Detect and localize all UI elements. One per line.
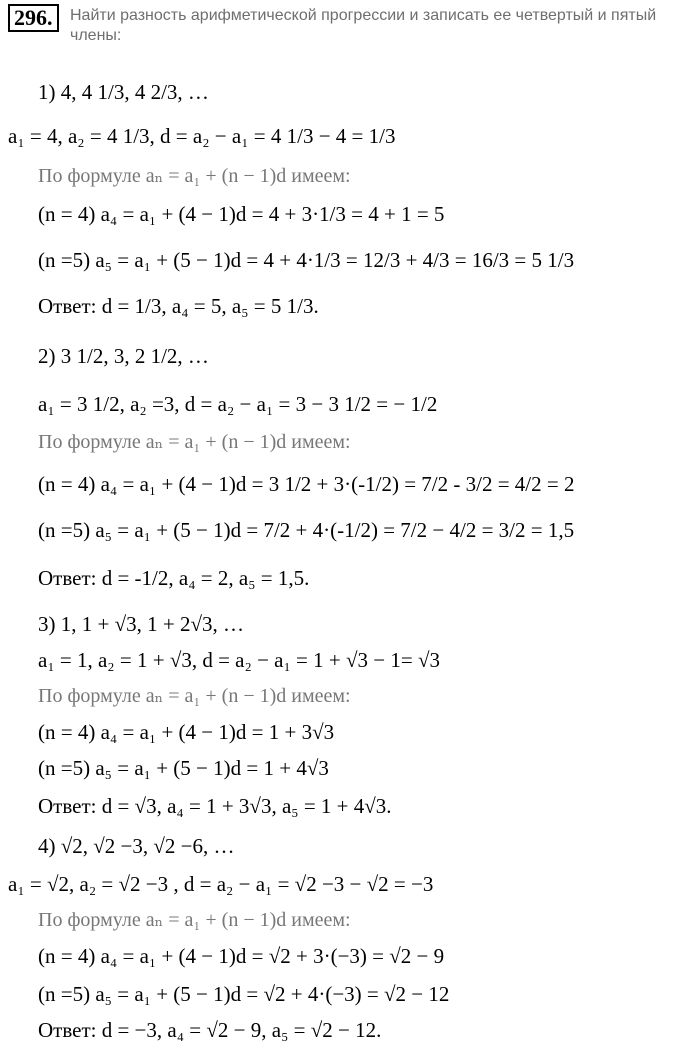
section-label: 3) [38,612,56,636]
sequence-text: 3 1/2, 3, 2 1/2, … [60,344,209,368]
fifth-term-line: (n =5) a₅ = a₁ + (5 − 1)d = √2 + 4·(−3) = √2 − 12 [38,982,450,1006]
difference-line: a₁ = √2, a₂ = √2 −3 , d = a₂ − a₁ = √2 −3 − √2 = −3 [8,872,434,896]
answer-line [38,566,309,590]
fifth-term-line: (n =5) a₅ = a₁ + (5 − 1)d = 7/2 + 4·(-1/2) = 7/2 − 4/2 = 3/2 = 1,5 [38,518,575,542]
answer-word: Ответ: [38,794,97,818]
difference-line: a₁ = 1, a₂ = 1 + √3, d = a₂ − a₁ = 1 + √3 − 1= √3 [38,648,440,672]
answer-line [38,794,392,818]
task-statement: Найти разность арифметической прогрессии и записать ее четвертый и пятый члены: [70,7,657,44]
formula-line: По формуле aₙ = a₁ + (n − 1)d имеем: [38,431,351,453]
fourth-term-line: (n = 4) a₄ = a₁ + (4 − 1)d = 1 + 3√3 [38,720,335,744]
answer-word: Ответ: [38,566,97,590]
formula-line: По формуле aₙ = a₁ + (n − 1)d имеем: [38,165,351,187]
sequence-text: 1, 1 + √3, 1 + 2√3, … [60,612,244,636]
fourth-term-line: (n = 4) a₄ = a₁ + (4 − 1)d = 4 + 3·1/3 = 4 + 1 = 5 [38,202,445,226]
formula-line: По формуле aₙ = a₁ + (n − 1)d имеем: [38,909,351,931]
section-sequence [38,834,235,858]
fifth-term-line: (n =5) a₅ = a₁ + (5 − 1)d = 1 + 4√3 [38,756,329,780]
answer-text: d = −3, a₄ = √2 − 9, a₅ = √2 − 12. [101,1018,382,1042]
fifth-term-line: (n =5) a₅ = a₁ + (5 − 1)d = 4 + 4·1/3 = 12/3 + 4/3 = 16/3 = 5 1/3 [38,248,575,272]
section-sequence [38,80,209,104]
section-sequence [38,344,209,368]
fourth-term-line: (n = 4) a₄ = a₁ + (4 − 1)d = √2 + 3·(−3) = √2 − 9 [38,944,445,968]
section-sequence [38,612,244,636]
fourth-term-line: (n = 4) a₄ = a₁ + (4 − 1)d = 3 1/2 + 3·(-1/2) = 7/2 - 3/2 = 4/2 = 2 [38,472,575,496]
task-number: 296. [8,4,59,32]
answer-text: d = √3, a₄ = 1 + 3√3, a₅ = 1 + 4√3. [101,794,392,818]
sequence-text: √2, √2 −3, √2 −6, … [60,834,235,858]
difference-line: a₁ = 4, a₂ = 4 1/3, d = a₂ − a₁ = 4 1/3 − 4 = 1/3 [8,124,396,148]
answer-line [38,294,319,318]
sequence-text: 4, 4 1/3, 4 2/3, … [60,80,209,104]
answer-word: Ответ: [38,294,97,318]
section-label: 1) [38,80,56,104]
answer-line [38,1018,381,1042]
section-label: 4) [38,834,56,858]
answer-text: d = 1/3, a₄ = 5, a₅ = 5 1/3. [101,294,319,318]
formula-line: По формуле aₙ = a₁ + (n − 1)d имеем: [38,685,351,707]
difference-line: a₁ = 3 1/2, a₂ =3, d = a₂ − a₁ = 3 − 3 1/2 = − 1/2 [38,392,438,416]
section-label: 2) [38,344,56,368]
answer-text: d = -1/2, a₄ = 2, a₅ = 1,5. [101,566,310,590]
answer-word: Ответ: [38,1018,97,1042]
